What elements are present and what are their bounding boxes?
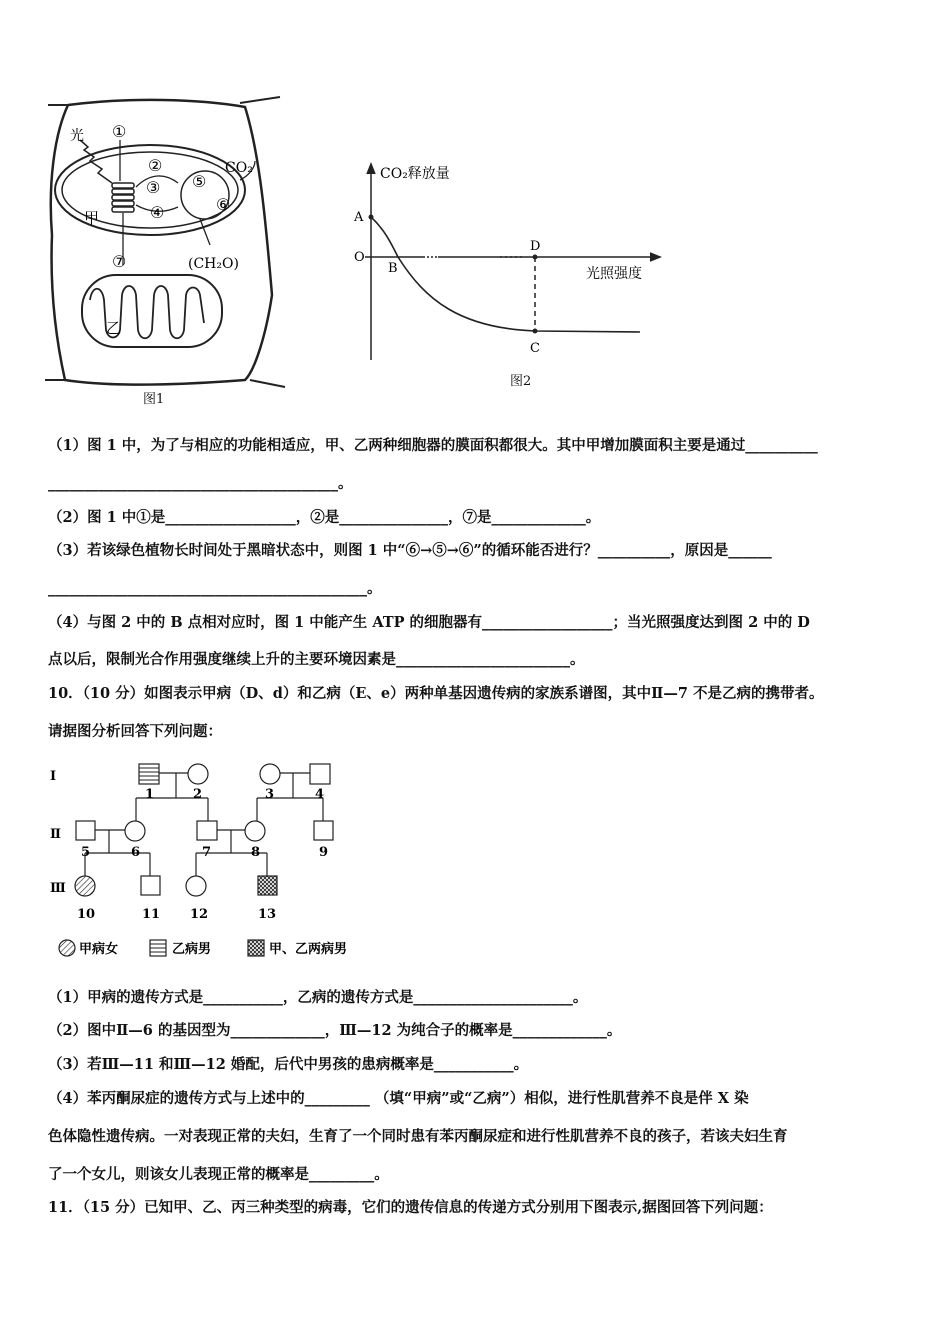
- pedigree-id-1: 1: [145, 787, 155, 802]
- q9-part1-line2: ________________________________________。: [48, 475, 353, 492]
- fig2-point-o: O: [354, 250, 365, 265]
- figure-1-caption: 图1: [143, 392, 165, 407]
- pedigree-gen-1: Ⅰ: [50, 769, 57, 784]
- fig2-point-a: A: [354, 210, 364, 225]
- fig1-ch2o: (CH₂O): [188, 256, 239, 272]
- pedigree-id-8: 8: [251, 845, 261, 860]
- pedigree-gen-2: Ⅱ: [50, 827, 61, 842]
- fig1-n7: ⑦: [112, 252, 127, 271]
- figure-2-graph: [340, 160, 670, 370]
- q9-part1-line1: （1）图 1 中，为了与相应的功能相适应，甲、乙两种细胞器的膜面积都很大。其中甲增加膜面积主要是通过__________: [48, 437, 818, 454]
- fig1-n3: ③: [146, 178, 161, 197]
- pedigree-gen-3: Ⅲ: [50, 881, 66, 896]
- q9-part4-line2: 点以后，限制光合作用强度继续上升的主要环境因素是________________________。: [48, 651, 585, 668]
- fig2-point-b: B: [388, 261, 398, 276]
- pedigree-id-2: 2: [193, 787, 203, 802]
- fig1-n6: ⑥: [216, 195, 231, 214]
- fig2-point-c: C: [530, 341, 540, 356]
- legend-b: 乙病男: [172, 942, 212, 957]
- pedigree-id-6: 6: [131, 845, 141, 860]
- figure-2-caption: 图2: [510, 374, 532, 389]
- q10-part2: （2）图中Ⅱ—6 的基因型为_____________，Ⅲ—12 为纯合子的概率是_____________。: [48, 1022, 622, 1039]
- fig1-n1: ①: [112, 122, 127, 141]
- q11-stem: 11．（15 分）已知甲、乙、丙三种类型的病毒，它们的遗传信息的传递方式分别用下图表示,据图回答下列问题：: [48, 1199, 773, 1216]
- legend-a: 甲病女: [79, 942, 119, 957]
- fig1-organelle-a: 甲: [84, 209, 100, 227]
- q9-part3-line2: ____________________________________________。: [48, 580, 382, 597]
- fig1-n2: ②: [148, 156, 163, 175]
- pedigree-id-5: 5: [81, 845, 91, 860]
- fig2-y-axis-label: CO₂释放量: [380, 166, 450, 182]
- pedigree-id-11: 11: [142, 907, 161, 922]
- q10-stem-line2: 请据图分析回答下列问题：: [48, 723, 222, 740]
- pedigree-id-4: 4: [315, 787, 325, 802]
- q10-part4-line3: 了一个女儿，则该女儿表现正常的概率是_________。: [48, 1166, 389, 1183]
- pedigree-id-9: 9: [319, 845, 329, 860]
- fig2-point-d: D: [530, 239, 541, 254]
- q9-part4-line1: （4）与图 2 中的 B 点相对应时，图 1 中能产生 ATP 的细胞器有__________________；当光照强度达到图 2 中的 D: [48, 614, 810, 631]
- pedigree-id-3: 3: [265, 787, 275, 802]
- fig1-organelle-b: 乙: [106, 319, 122, 337]
- q10-part3: （3）若Ⅲ—11 和Ⅲ—12 婚配，后代中男孩的患病概率是___________。: [48, 1056, 529, 1073]
- fig1-co2: CO₂: [225, 160, 253, 176]
- pedigree-id-10: 10: [77, 907, 96, 922]
- q10-part4-line2: 色体隐性遗传病。一对表现正常的夫妇，生育了一个同时患有苯丙酮尿症和进行性肌营养不良的孩子，若该夫妇生育: [48, 1128, 788, 1145]
- pedigree-chart: [45, 758, 375, 968]
- pedigree-id-12: 12: [190, 907, 209, 922]
- pedigree-id-7: 7: [202, 845, 212, 860]
- q10-part1: （1）甲病的遗传方式是___________，乙病的遗传方式是______________________。: [48, 989, 588, 1006]
- q9-part3-line1: （3）若该绿色植物长时间处于黑暗状态中，则图 1 中“⑥→⑤→⑥”的循环能否进行？__________，原因是______: [48, 542, 772, 559]
- legend-c: 甲、乙两病男: [269, 942, 348, 957]
- figure-1-cell-diagram: [40, 95, 290, 390]
- pedigree-id-13: 13: [258, 907, 277, 922]
- fig1-light-label: 光: [70, 128, 84, 144]
- q10-stem-line1: 10．（10 分）如图表示甲病（D、d）和乙病（E、e）两种单基因遗传病的家族系谱图，其中Ⅱ—7 不是乙病的携带者。: [48, 685, 824, 702]
- fig1-n5: ⑤: [192, 172, 207, 191]
- fig1-n4: ④: [150, 203, 165, 222]
- q9-part2: （2）图 1 中①是__________________，②是_______________，⑦是_____________。: [48, 509, 601, 526]
- fig2-x-axis-label: 光照强度: [586, 266, 642, 282]
- q10-part4-line1: （4）苯丙酮尿症的遗传方式与上述中的_________ （填“甲病”或“乙病”）相似，进行性肌营养不良是伴 X 染: [48, 1090, 749, 1107]
